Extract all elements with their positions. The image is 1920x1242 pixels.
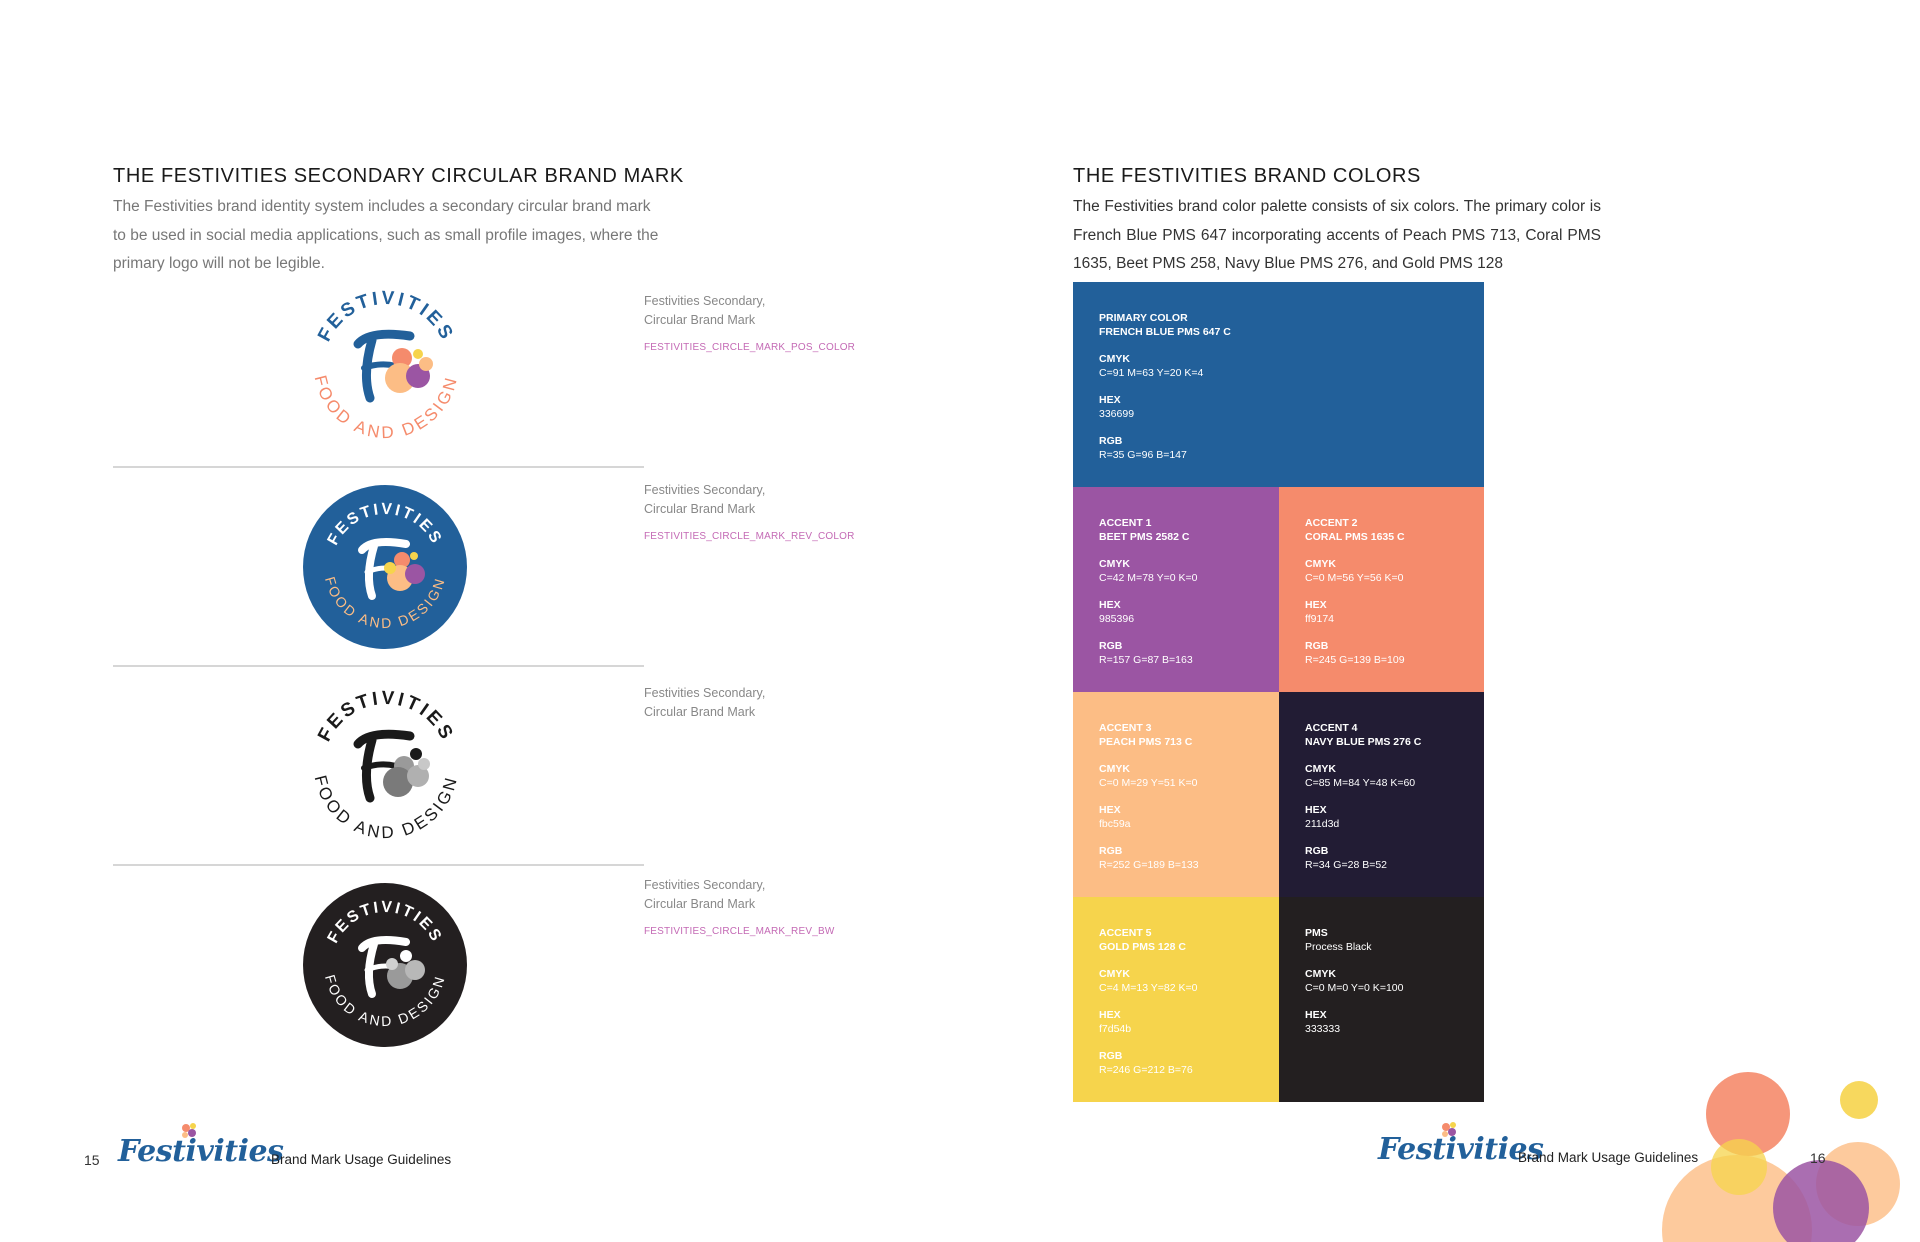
swatch-accent5-gold [1073,897,1279,1102]
file-name: FESTIVITIES_CIRCLE_MARK_REV_COLOR [644,531,855,542]
caption-line: Circular Brand Mark [644,705,756,719]
swatch-process-black [1279,897,1484,1102]
hex-value: 211d3d [1305,817,1340,830]
mark-caption [644,292,855,357]
hex-label: HEX [1099,1009,1121,1021]
logo-wordmark: Festivities [1378,1132,1544,1167]
footer-text-right: Brand Mark Usage Guidelines [1518,1150,1699,1165]
cmyk-label: CMYK [1099,968,1130,980]
caption-line: Circular Brand Mark [644,502,756,516]
mark-caption [644,481,855,546]
divider [113,665,644,667]
rgb-value: R=35 G=96 B=147 [1099,448,1187,461]
caption-line: Festivities Secondary, [644,294,766,308]
rgb-label: RGB [1305,640,1329,652]
mark-caption [644,876,835,941]
mark-top-text: FESTIVITIES [324,898,446,947]
festivities-logo [118,1120,284,1174]
hex-value: 333333 [1305,1022,1341,1035]
circle-mark-pos-color [300,280,472,452]
mark-top-text: FESTIVITIES [314,687,458,746]
swatch-name: GOLD PMS 128 C [1099,940,1186,953]
swatch-name: CORAL PMS 1635 C [1305,530,1405,543]
hex-label: HEX [1099,599,1121,611]
mark-bottom-text: FOOD AND DESIGN [321,972,449,1030]
cmyk-value: C=85 M=84 Y=48 K=60 [1305,776,1416,789]
hex-value: fbc59a [1099,817,1131,830]
cmyk-label: CMYK [1305,968,1336,980]
cmyk-label: CMYK [1099,763,1130,775]
swatch-label: ACCENT 1 [1099,517,1152,529]
mark-bottom-text: FOOD AND DESIGN [310,373,462,443]
left-intro-line: to be used in social media applications, such as small profile images, where the [113,226,659,244]
divider [113,466,644,468]
right-intro-line: 1635, Beet PMS 258, Navy Blue PMS 276, and Gold PMS 128 [1073,255,1503,272]
mark-top-text: FESTIVITIES [314,287,458,346]
swatch-name: BEET PMS 2582 C [1099,530,1190,543]
footer-text-left: Brand Mark Usage Guidelines [271,1152,452,1167]
svg-text:FOOD AND DESIGN [311,373,462,442]
bubbles-icon [385,348,433,393]
left-intro-line: primary logo will not be legible. [113,255,325,272]
swatch-label: PRIMARY COLOR [1099,312,1188,324]
swatch-label: ACCENT 5 [1099,927,1152,939]
rgb-label: RGB [1099,845,1123,857]
swatch-accent4-navy-blue [1279,692,1484,897]
swatch-accent3-peach [1073,692,1279,897]
swatch-accent1-beet [1073,487,1279,692]
hex-value: 985396 [1099,612,1135,625]
swatch-name: FRENCH BLUE PMS 647 C [1099,325,1231,338]
rgb-label: RGB [1099,1050,1123,1062]
rgb-value: R=246 G=212 B=76 [1099,1063,1193,1076]
file-name: FESTIVITIES_CIRCLE_MARK_POS_COLOR [644,342,856,353]
swatch-label: ACCENT 3 [1099,722,1152,734]
swatch-label: PMS [1305,927,1328,939]
rgb-value: R=34 G=28 B=52 [1305,858,1388,871]
mark-bottom-text: FOOD AND DESIGN [310,773,462,843]
hex-value: f7d54b [1099,1022,1132,1035]
rgb-label: RGB [1305,845,1329,857]
rgb-value: R=245 G=139 B=109 [1305,653,1405,666]
cmyk-value: C=0 M=0 Y=0 K=100 [1305,981,1404,994]
swatch-label: ACCENT 2 [1305,517,1358,529]
caption-line: Festivities Secondary, [644,686,766,700]
left-page-title: THE FESTIVITIES SECONDARY CIRCULAR BRAND MARK [113,165,684,187]
swatch-name: NAVY BLUE PMS 276 C [1305,735,1422,748]
cmyk-label: CMYK [1305,763,1336,775]
logo-wordmark: Festivities [118,1134,284,1169]
cmyk-label: CMYK [1305,558,1336,570]
hex-label: HEX [1305,1009,1327,1021]
rgb-value: R=157 G=87 B=163 [1099,653,1193,666]
cmyk-value: C=42 M=78 Y=0 K=0 [1099,571,1198,584]
cmyk-value: C=4 M=13 Y=82 K=0 [1099,981,1198,994]
right-intro-line: French Blue PMS 647 incorporating accents of Peach PMS 713, Coral PMS [1073,226,1601,244]
hex-value: 336699 [1099,407,1135,420]
page-number-right: 16 [1810,1150,1826,1166]
hex-value: ff9174 [1305,612,1335,625]
page-number-left: 15 [84,1152,100,1168]
cmyk-label: CMYK [1099,353,1130,365]
cmyk-value: C=91 M=63 Y=20 K=4 [1099,366,1204,379]
cmyk-label: CMYK [1099,558,1130,570]
caption-line: Circular Brand Mark [644,897,756,911]
mark-top-text: FESTIVITIES [324,500,446,549]
swatch-label: ACCENT 4 [1305,722,1358,734]
bubbles-icon [383,748,430,797]
hex-label: HEX [1099,804,1121,816]
circle-mark-rev-color [302,484,468,650]
caption-line: Circular Brand Mark [644,313,756,327]
circle-mark-rev-bw [302,882,468,1048]
mark-bottom-text: FOOD AND DESIGN [321,574,449,632]
divider [113,864,644,866]
right-intro-line: The Festivities brand color palette consists of six colors. The primary color is [1073,198,1601,215]
right-page-title: THE FESTIVITIES BRAND COLORS [1073,165,1421,187]
circle-mark-pos-bw [300,680,472,852]
swatch-primary-french-blue [1073,282,1484,487]
right-intro-paragraph [1073,193,1601,279]
left-intro-line: The Festivities brand identity system includes a secondary circular brand mark [113,198,651,215]
hex-label: HEX [1099,394,1121,406]
cmyk-value: C=0 M=29 Y=51 K=0 [1099,776,1198,789]
caption-line: Festivities Secondary, [644,878,766,892]
caption-line: Festivities Secondary, [644,483,766,497]
left-intro-paragraph [113,193,673,279]
swatch-name: Process Black [1305,940,1372,953]
swatch-accent2-coral [1279,487,1484,692]
festivities-logo [1378,1118,1544,1172]
rgb-label: RGB [1099,640,1123,652]
rgb-label: RGB [1099,435,1123,447]
file-name: FESTIVITIES_CIRCLE_MARK_REV_BW [644,926,835,937]
hex-label: HEX [1305,599,1327,611]
swatch-name: PEACH PMS 713 C [1099,735,1193,748]
cmyk-value: C=0 M=56 Y=56 K=0 [1305,571,1404,584]
mark-caption [644,684,765,722]
hex-label: HEX [1305,804,1327,816]
rgb-value: R=252 G=189 B=133 [1099,858,1199,871]
